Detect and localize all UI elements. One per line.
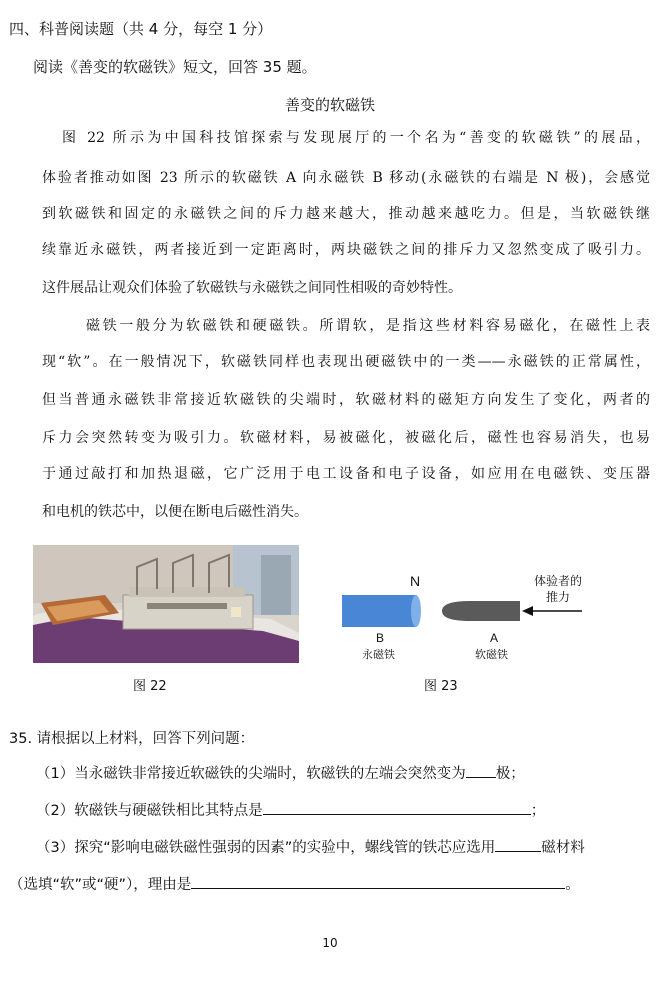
paragraph-line: 续靠近永磁铁，两者接近到一定距离时，两块磁铁之间的排斥力又忽然变成了吸引力。 [42,242,650,258]
reading-instruction: 阅读《善变的软磁铁》短文，回答 35 题。 [33,58,317,76]
paragraph-line: 斥力会突然转变为吸引力。软磁材料，易被磁化，被磁化后，磁性也容易消失，也易 [42,430,650,446]
magnet-diagram [330,570,620,670]
paragraph-line: 和电机的铁芯中，以便在断电后磁性消失。 [42,504,308,520]
question-2-suffix: ； [530,803,546,819]
paragraph-line: 图 22 所示为中国科技馆探索与发现展厅的一个名为“善变的软磁铁”的展品， [62,130,650,146]
push-force-label-line2: 推力 [546,590,571,604]
magnet-a-name: 软磁铁 [475,648,508,661]
push-force-arrowhead [522,606,533,616]
paragraph-line: 但当普通永磁铁非常接近软磁铁的尖端时，软磁材料的磁矩方向发生了变化，两者的 [42,392,650,408]
magnet-b-name: 永磁铁 [362,648,395,661]
answer-blank-2[interactable] [263,800,531,815]
question-3-line2-text: （选填“软”或“硬”），理由是 [9,877,192,893]
permanent-magnet-b [342,595,421,627]
question-2 [36,799,545,820]
paragraph-line: 于通过敲打和加热退磁，它广泛用于电工设备和电子设备，如应用在电磁铁、变压器 [42,466,650,482]
figure-22-caption: 图 22 [133,679,167,694]
soft-magnet-a [442,601,520,621]
page-number: 10 [322,936,338,950]
question-3-line2-suffix: 。 [565,877,580,893]
figure-23-caption: 图 23 [424,679,458,694]
magnet-a-letter: A [490,631,499,645]
question-1-text: （1）当永磁铁非常接近软磁铁的尖端时，软磁铁的左端会突然变为 [36,766,466,782]
question-1 [36,762,525,783]
section-heading: 四、科普阅读题（共 4 分，每空 1 分） [9,20,273,38]
magnet-b-letter: B [376,631,385,645]
exhibit-photo [33,545,299,663]
question-stem: 35. 请根据以上材料，回答下列问题： [9,731,255,747]
answer-blank-4[interactable] [191,874,565,889]
article-title: 善变的软磁铁 [284,96,375,114]
paragraph-line: 这件展品让观众们体验了软磁铁与永磁铁之间同性相吸的奇妙特性。 [42,280,462,296]
paragraph-line: 磁铁一般分为软磁铁和硬磁铁。所谓软，是指这些材料容易磁化，在磁性上表 [86,318,650,334]
question-2-text: （2）软磁铁与硬磁铁相比其特点是 [36,803,263,819]
question-3 [36,836,585,857]
question-3-text: （3）探究“影响电磁铁磁性强弱的因素”的实验中，螺线管的铁芯应选用 [36,840,496,856]
question-3-continued [9,873,580,894]
paragraph-line: 体验者推动如图 23 所示的软磁铁 A 向永磁铁 B 移动(永磁铁的右端是 N 极)，会感觉 [42,170,650,186]
answer-blank-1[interactable] [466,763,496,778]
paragraph-line: 到软磁铁和固定的永磁铁之间的斥力越来越大，推动越来越吃力。但是，当软磁铁继 [42,206,650,222]
question-3-suffix: 磁材料 [541,840,585,856]
paragraph-line: 现“软”。在一般情况下，软磁铁同样也表现出硬磁铁中的一类——永磁铁的正常属性， [42,354,650,370]
n-pole-label: N [410,573,421,589]
push-force-label-line1: 体验者的 [534,574,583,588]
question-1-suffix: 极； [495,766,525,782]
answer-blank-3[interactable] [495,837,541,852]
